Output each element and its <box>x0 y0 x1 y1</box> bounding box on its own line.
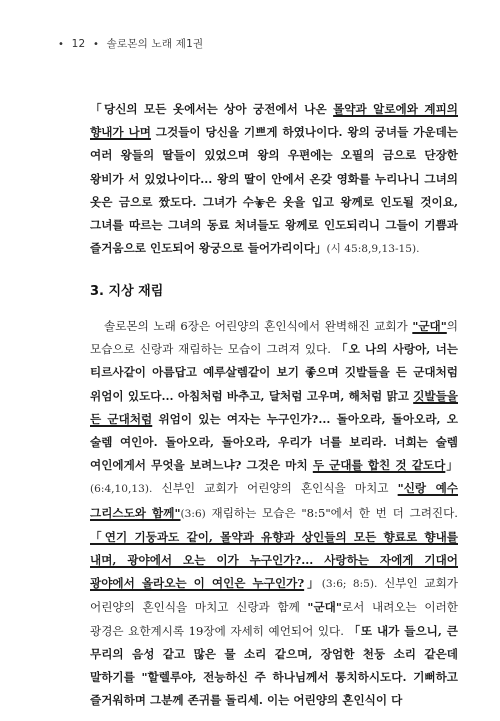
page-number: 12 <box>71 38 86 50</box>
bullet-left: • <box>58 39 65 50</box>
quote-reference: (시 45:8,9,13-15). <box>326 243 420 256</box>
quote-revelation: 「또 내가 들으니, 큰 무리의 음성 같고 많은 물 소리 같으며, 장엄한 천둥 소리 같은데 말하기를 "할렐루야, 전능하신 주 하나님께서 통치하시도다. 기뻐하고 즐거워하며 그분께 존귀를 돌리세. 이는 어린양의 혼인식이 다 <box>90 623 458 708</box>
body-text-3: 신부인 교회가 어린양의 혼인식을 마치고 <box>152 481 398 496</box>
body-text-2: 의 모습으로 신랑과 재림하는 모습이 그려져 있다. <box>90 319 458 357</box>
quote-song-3-close: 」 <box>304 576 322 591</box>
book-title: 솔로몬의 노래 제1권 <box>106 38 204 50</box>
quote-song-1: 「오 나의 사랑아, 너는 티르사같이 아름답고 예루살렘같이 보기 좋으며 깃발들을 든 군대처럼 위엄이 있도다... 아침처럼 바추고, 달처럼 고우며, 해처럼 맑고 <box>90 342 458 403</box>
quote-song-2-underlined: 두 군대를 합친 것 같도다 <box>312 458 446 473</box>
body-paragraph <box>90 315 458 712</box>
bullet-right: • <box>92 39 100 50</box>
running-header <box>54 36 203 51</box>
quote-song-2-close: 」 <box>445 458 458 473</box>
quote-song-2: 위엄이 있는 여자는 누구인가?... 돌아오라, 돌아오라, 오 술렘 여인아. 돌아오라, 돌아오라, 우리가 너를 보리라. 너희는 술렘 여인에게서 무엇을 보려느냐? 그것은 마치 <box>90 411 458 473</box>
phrase-with-groom: "신랑 예수 그리스도와 함께" <box>90 481 458 520</box>
reference-3: (3:6; 8:5). <box>321 578 378 591</box>
reference-1: (6:4,10,13). <box>90 483 153 496</box>
quote-song-1-underlined: 깃발들을 든 군대처럼 <box>90 388 458 426</box>
body-text-4: 재림하는 모습은 "8:5"에서 한 번 더 그려진다. <box>205 505 458 520</box>
quote-open: 「당신의 모든 옷에서는 상아 궁전에서 나온 <box>90 102 334 116</box>
body-text-5: 신부인 교회가 어린양의 혼인식을 마치고 신랑과 함께 <box>90 576 458 615</box>
body-text-6: 로서 내려오는 이러한 광경은 요한계시록 19장에 자세히 예언되어 있다. <box>90 600 458 638</box>
term-gundae-1: "군대" <box>412 319 447 333</box>
body-text-1: 솔로몬의 노래 6장은 어린양의 혼인식에서 완벽해진 교회가 <box>104 319 413 333</box>
section-heading: 3. 지상 재림 <box>90 284 164 299</box>
term-gundae-2: "군대" <box>307 600 342 615</box>
quote-underlined: 몰약과 알로에와 계피의 향내가 나며 <box>90 102 458 140</box>
quote-text: 그것들이 당신을 기쁘게 하였나이다. 왕의 궁녀들 가운데는 여러 왕들의 딸들이 있었으며 왕의 우편에는 오필의 금으로 단장한 왕비가 서 있었나이다... 왕의 딸이 안에서 온갖 영화를 누리나니 그녀의 옷은 금으로 짰도다. 그녀가 수놓은 옷을 입고 왕께로 인도될 것이요, 그녀를 따르는 그녀의 동료 처녀들도 왕께로 인도되리니 그들이 기쁨과 즐거움으로 인도되어 왕궁으로 들어가리이다」 <box>90 125 458 256</box>
scripture-quote <box>90 98 458 261</box>
reference-2: (3:6) <box>180 507 206 520</box>
quote-song-3: 「연기 기둥과도 같이, 몰약과 유향과 상인들의 모든 향료로 향내를 내며, 광야에서 오는 이가 누구인가?... 사랑하는 자에게 기대어 광야에서 올라오는 이 여인은 누구인가? <box>90 529 458 591</box>
